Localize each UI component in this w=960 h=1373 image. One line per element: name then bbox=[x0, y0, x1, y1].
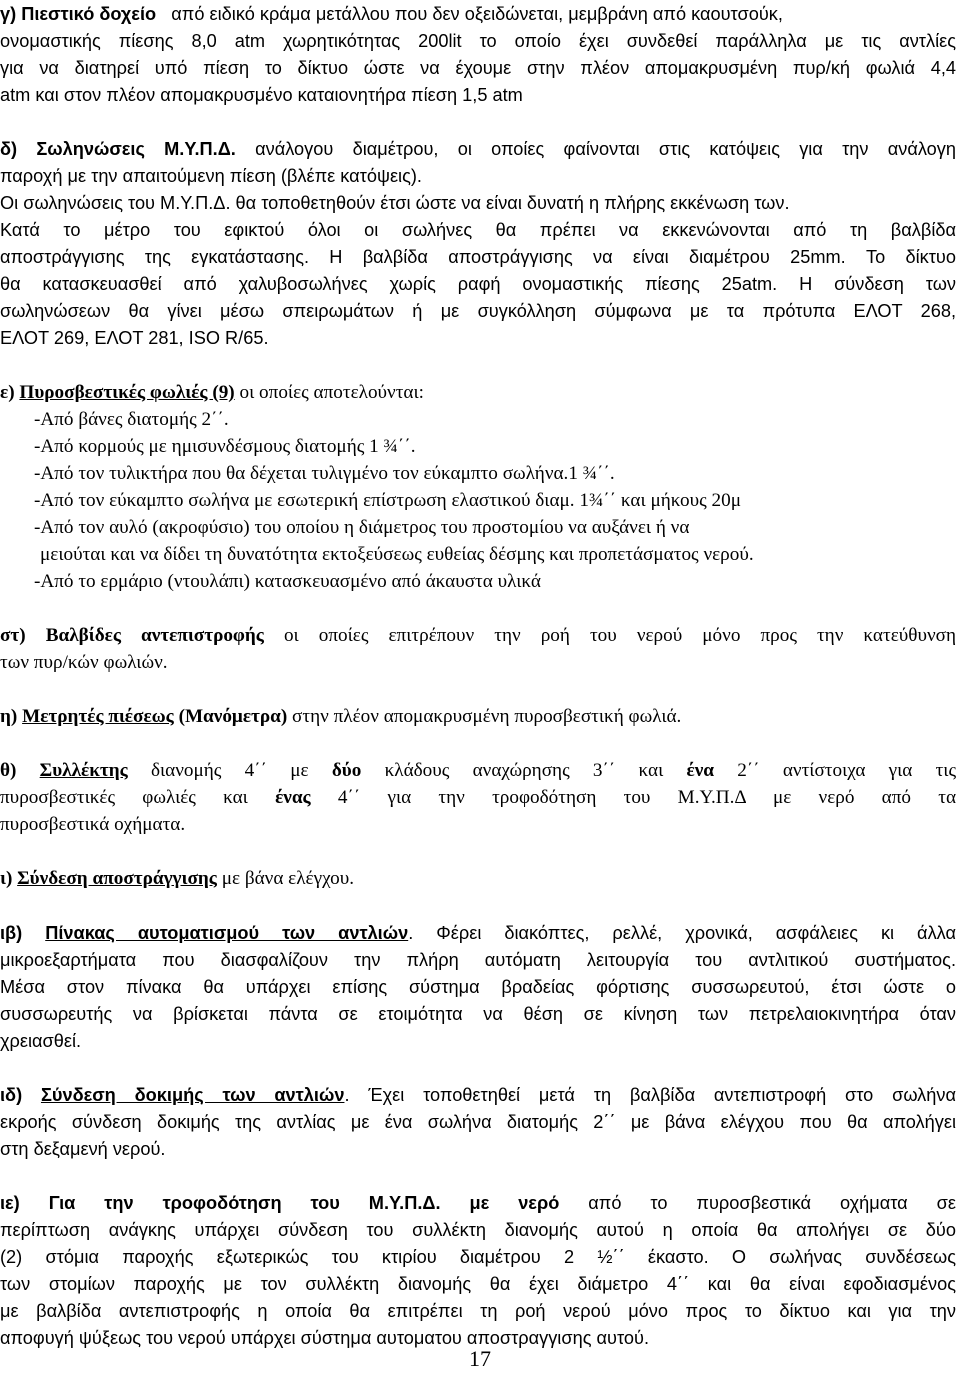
section-id-text: Έχει τοποθετηθεί μετά τη βαλβίδα αντεπιστροφή στο σωλήνα bbox=[368, 1085, 956, 1105]
list-item: -Από τον αυλό (ακροφύσιο) του οποίου η διάμετρος του προστομίου να αυξάνει ή να bbox=[34, 517, 690, 538]
section-theta-text: πυροσβεστικές φωλιές και bbox=[0, 787, 248, 808]
list-item: -Από κορμούς με ημισυνδέσμους διατομής 1 ¾΄΄. bbox=[34, 436, 416, 457]
section-ib-line-1 bbox=[0, 921, 956, 945]
section-theta-text: 4΄΄ για την τροφοδότηση του Μ.Υ.Π.Δ με νερό από τα bbox=[337, 787, 956, 808]
section-iota-prefix: ι) bbox=[0, 868, 13, 889]
list-item-continuation: μειούται και να δίδει τη δυνατότητα εκτοξεύσεως ευθείας δέσμης και προπετάσματος νερού. bbox=[40, 544, 754, 565]
section-ib-prefix: ιβ) bbox=[0, 923, 23, 943]
section-id-line-1 bbox=[0, 1083, 956, 1107]
list-item: -Από βάνες διατομής 2΄΄. bbox=[34, 409, 229, 430]
section-gamma-line-1 bbox=[0, 2, 956, 26]
section-theta-line-2 bbox=[0, 786, 956, 810]
section-delta-line-7: σωληνώσεων θα γίνει μέσω σπειρωμάτων ή με συγκόλληση σύμφωνα με τα πρότυπα ΕΛΟΤ 268, bbox=[0, 301, 956, 321]
section-id-dot: . bbox=[344, 1085, 350, 1105]
section-eta-heading-extra: (Μανόμετρα) bbox=[178, 706, 288, 727]
section-delta-line-4: Κατά το μέτρο του εφικτού όλοι οι σωλήνες θα πρέπει να εκκενώνονται από τη βαλβίδα bbox=[0, 220, 956, 240]
section-ib-line-3: Μέσα στον πίνακα θα υπάρχει επίσης σύστημα βραδείας φόρτισης συσσωρευτού, έτσι ώστε ο bbox=[0, 977, 956, 997]
section-ie-line-3: (2) στόμια παροχής εξωτερικώς του κτιρίου διαμέτρου 2 ½΄΄ έκαστο. Ο σωλήνας συνδέσεως bbox=[0, 1247, 956, 1267]
section-eta-line bbox=[0, 705, 956, 729]
section-gamma-text: από ειδικό κράμα μετάλλου που δεν οξειδώνεται, μεμβράνη από καουτσούκ, bbox=[171, 4, 783, 24]
section-ib-line-4: συσσωρευτής να βρίσκεται πάντα σε ετοιμότητα να θέση σε κίνηση των πετρελαιοκινητήρα όταν bbox=[0, 1004, 956, 1024]
section-id-heading: Σύνδεση δοκιμής των αντλιών bbox=[40, 1085, 345, 1105]
section-ie-prefix: ιε) bbox=[0, 1193, 20, 1213]
section-st-heading: στ) Βαλβίδες αντεπιστροφής bbox=[0, 625, 264, 646]
section-ie-line-1 bbox=[0, 1191, 956, 1215]
section-st-line-2: των πυρ/κών φωλιών. bbox=[0, 652, 168, 673]
section-epsilon-heading: Πυροσβεστικές φωλιές (9) bbox=[19, 382, 235, 403]
section-ib-text: Φέρει διακόπτες, ρελλέ, χρονικά, ασφάλειες κι άλλα bbox=[436, 923, 957, 943]
section-id-prefix: ιδ) bbox=[0, 1085, 23, 1105]
section-delta-line-1 bbox=[0, 137, 956, 161]
section-theta-text: κλάδους αναχώρησης 3΄΄ και bbox=[384, 760, 664, 781]
section-gamma-heading: γ) Πιεστικό δοχείο bbox=[0, 4, 157, 24]
list-item: -Από τον εύκαμπτο σωλήνα με εσωτερική επίστρωση ελαστικού διαμ. 1¾΄΄ και μήκους 20μ bbox=[34, 490, 741, 511]
section-eta-text: στην πλέον απομακρυσμένη πυροσβεστική φωλιά. bbox=[292, 706, 682, 727]
section-ie-line-4: των στομίων παροχής με τον συλλέκτη διανομής θα έχει διάμετρο 4΄΄ και θα είναι εφοδιασμένος bbox=[0, 1274, 956, 1294]
section-theta-line-3: πυροσβεστικά οχήματα. bbox=[0, 814, 186, 835]
section-epsilon-intro: οι οποίες αποτελούνται: bbox=[239, 382, 424, 403]
section-ib-line-5: χρειασθεί. bbox=[0, 1031, 82, 1051]
section-eta-prefix: η) bbox=[0, 706, 18, 727]
section-theta-bold: ένας bbox=[275, 787, 311, 808]
section-epsilon-title bbox=[0, 381, 956, 405]
section-iota-line bbox=[0, 867, 956, 891]
list-item: -Από το ερμάριο (ντουλάπι) κατασκευασμένο από άκαυστα υλικά bbox=[34, 571, 541, 592]
section-delta-line-2: παροχή με την απαιτούμενη πίεση (βλέπε κατόψεις). bbox=[0, 166, 422, 186]
section-theta-bold: δύο bbox=[331, 760, 362, 781]
section-delta-heading: δ) Σωληνώσεις Μ.Υ.Π.Δ. bbox=[0, 139, 236, 159]
section-gamma-line-4: atm και στον πλέον απομακρυσμένο καταιονητήρα πίεση 1,5 atm bbox=[0, 85, 523, 105]
section-theta-bold: ένα bbox=[686, 760, 714, 781]
section-ib-line-2: μικροεξαρτήματα που διασφαλίζουν την πλήρη αυτόματη λειτουργία του αντλιτικού συστήματος. bbox=[0, 950, 956, 970]
section-id-line-3: στη δεξαμενή νερού. bbox=[0, 1139, 166, 1159]
section-ie-line-2: περίπτωση ανάγκης υπάρχει σύνδεση του συλλέκτη διανομής αυτού η οποία θα απολήγει σε δύο bbox=[0, 1220, 956, 1240]
section-gamma-line-2: ονομαστικής πίεσης 8,0 atm χωρητικότητας 200lit το οποίο έχει συνδεθεί παράλληλα με τις αντλίες bbox=[0, 31, 956, 51]
section-ie-line-5: με βαλβίδα αντεπιστροφής η οποία θα επιτρέπει τη ροή νερού μόνο προς το δίκτυο και για την bbox=[0, 1301, 956, 1321]
section-st-text: οι οποίες επιτρέπουν την ροή του νερού μόνο προς την κατεύθυνση bbox=[283, 625, 956, 646]
section-theta-prefix: θ) bbox=[0, 760, 17, 781]
section-ib-heading: Πίνακας αυτοματισμού των αντλιών bbox=[45, 923, 409, 943]
list-item: -Από τον τυλικτήρα που θα δέχεται τυλιγμένο τον εύκαμπτο σωλήνα.1 ¾΄΄. bbox=[34, 463, 615, 484]
section-st-line-1 bbox=[0, 624, 956, 648]
section-delta-line-5: αποστράγγισης της εγκατάστασης. Η βαλβίδα αποστράγγισης να είναι διαμέτρου 25mm. Το δίκτυο bbox=[0, 247, 956, 267]
section-iota-heading: Σύνδεση αποστράγγισης bbox=[17, 868, 217, 889]
section-theta-line-1 bbox=[0, 759, 956, 783]
section-theta-text: 2΄΄ αντίστοιχα για τις bbox=[737, 760, 957, 781]
section-theta-text: διανομής 4΄΄ με bbox=[150, 760, 309, 781]
section-delta-line-6: θα κατασκευασθεί από χαλυβοσωλήνες χωρίς ραφή ονομαστικής πίεσης 25atm. Η σύνδεση των bbox=[0, 274, 956, 294]
section-eta-heading: Μετρητές πιέσεως bbox=[22, 706, 174, 727]
section-theta-heading: Συλλέκτης bbox=[39, 760, 128, 781]
section-delta-line-8: ΕΛΟΤ 269, ΕΛΟΤ 281, ISO R/65. bbox=[0, 328, 269, 348]
section-id-line-2: εκροής σύνδεση δοκιμής της αντλίας με ένα σωλήνα διατομής 2΄΄ με βάνα ελέγχου που θα απολήγει bbox=[0, 1112, 956, 1132]
section-ie-heading: Για την τροφοδότηση του Μ.Υ.Π.Δ. με νερό bbox=[48, 1193, 560, 1213]
section-iota-text: με βάνα ελέγχου. bbox=[221, 868, 355, 889]
section-delta-text: ανάλογου διαμέτρου, οι οποίες φαίνονται στις κατόψεις για την ανάλογη bbox=[255, 139, 956, 159]
section-ib-dot: . bbox=[408, 923, 414, 943]
section-epsilon-prefix: ε) bbox=[0, 382, 15, 403]
section-ie-text: από το πυροσβεστικά οχήματα σε bbox=[588, 1193, 956, 1213]
section-ie-line-6: αποφυγή ψύξεως του νερού υπάρχει σύστημα αυτοματου αποστραγγισης αυτού. bbox=[0, 1328, 650, 1348]
section-delta-line-3: Οι σωληνώσεις του Μ.Υ.Π.Δ. θα τοποθετηθούν έτσι ώστε να είναι δυνατή η πλήρης εκκένωση των. bbox=[0, 193, 790, 213]
page-number: 17 bbox=[469, 1346, 491, 1371]
section-gamma-line-3: για να διατηρεί υπό πίεση το δίκτυο ώστε να έχουμε στην πλέον απομακρυσμένη πυρ/κή φωλιά 4,4 bbox=[0, 58, 956, 78]
